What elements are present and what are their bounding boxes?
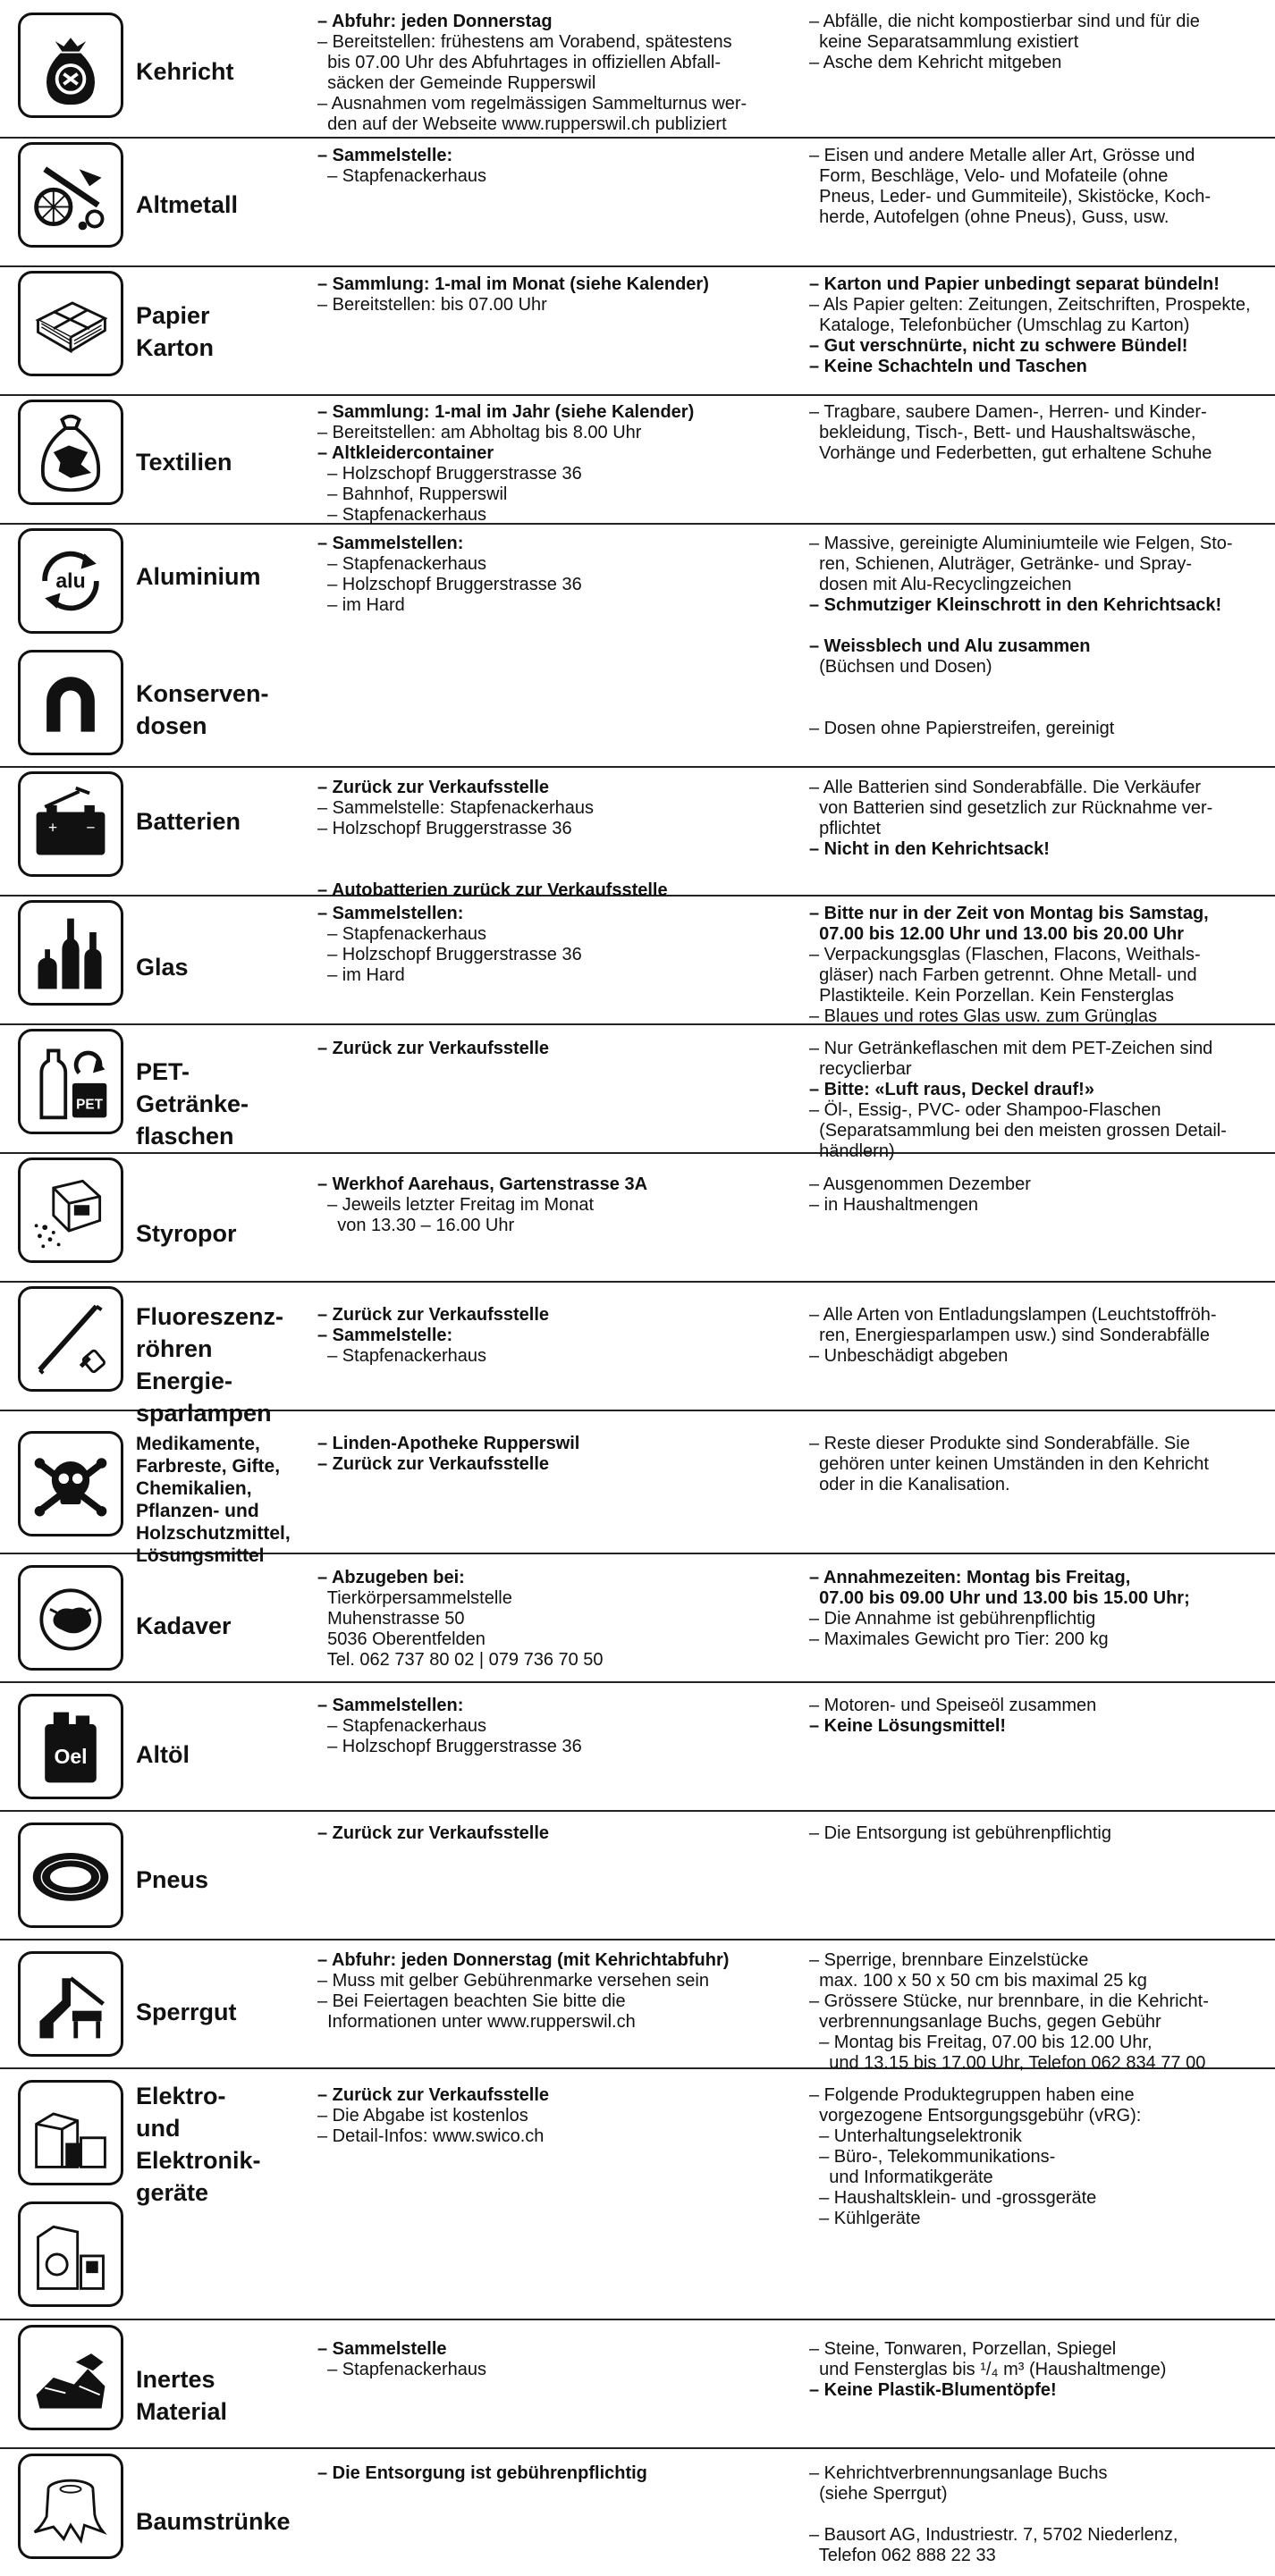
- text-line: – Bereitstellen: frühestens am Vorabend, spätestens: [317, 32, 732, 52]
- text-line: – Bitte: «Luft raus, Deckel drauf!»: [809, 1080, 1094, 1099]
- category-name-styropor: Styropor: [136, 1220, 237, 1247]
- text-line: – Dosen ohne Papierstreifen, gereinigt: [809, 719, 1115, 738]
- text-line: – Die Entsorgung ist gebührenpflichtig: [317, 2463, 647, 2483]
- text-line: (Büchsen und Dosen): [809, 657, 992, 677]
- category-name-elektro: Elektro- und Elektronik- geräte: [136, 2083, 261, 2206]
- text-line: 07.00 bis 09.00 Uhr und 13.00 bis 15.00 Uhr;: [809, 1588, 1190, 1608]
- text-line: Vorhänge und Federbetten, gut erhaltene Schuhe: [809, 443, 1212, 463]
- instructions-column: [317, 274, 782, 316]
- row-separator: [0, 1281, 1275, 1283]
- row-separator: [0, 265, 1275, 267]
- instructions-column: [317, 12, 782, 135]
- text-line: vorgezogene Entsorgungsgebühr (vRG):: [809, 2106, 1142, 2126]
- text-line: – Holzschopf Bruggerstrasse 36: [317, 819, 572, 838]
- category-name-glas: Glas: [136, 954, 189, 981]
- text-line: – Bereitstellen: bis 07.00 Uhr: [317, 295, 547, 315]
- text-line: – Stapfenackerhaus: [317, 1346, 487, 1366]
- garbage-bag-icon: [18, 13, 123, 118]
- text-line: [809, 2504, 1270, 2525]
- text-line: dosen mit Alu-Recyclingzeichen: [809, 575, 1072, 594]
- oil-can-icon: [18, 1694, 123, 1799]
- text-line: von Batterien sind gesetzlich zur Rücknahme ver-: [809, 798, 1213, 818]
- instructions-column: [317, 1696, 782, 1757]
- notes-column: [809, 904, 1270, 1027]
- text-line: – Zurück zur Verkaufsstelle: [317, 1823, 550, 1843]
- category-name-batterien: Batterien: [136, 808, 241, 835]
- text-line: Muhenstrasse 50: [317, 1609, 465, 1629]
- text-line: – Schmutziger Kleinschrott in den Kehrichtsack!: [809, 595, 1222, 615]
- notes-column: [809, 1568, 1270, 1650]
- text-line: und 13.15 bis 17.00 Uhr, Telefon 062 834 77 00: [809, 2053, 1206, 2073]
- text-line: [317, 860, 782, 880]
- text-line: – Massive, gereinigte Aluminiumteile wie Felgen, Sto-: [809, 534, 1233, 553]
- category-name-pneus: Pneus: [136, 1866, 209, 1893]
- skull-crossbones-icon: [18, 1431, 123, 1536]
- instructions-column: [317, 2085, 782, 2147]
- svg-text:+: +: [48, 818, 58, 837]
- text-line: – Sammlung: 1-mal im Jahr (siehe Kalender): [317, 402, 695, 422]
- scrap-metal-icon: [18, 142, 123, 248]
- text-line: – Sammelstellen:: [317, 534, 464, 553]
- text-line: gläser) nach Farben getrennt. Ohne Metall- und: [809, 965, 1197, 985]
- text-line: – Alle Arten von Entladungslampen (Leuchtstoffröh-: [809, 1305, 1217, 1325]
- text-line: – Holzschopf Bruggerstrasse 36: [317, 1737, 582, 1756]
- text-line: – Motoren- und Speiseöl zusammen: [809, 1696, 1097, 1715]
- text-line: – Sperrige, brennbare Einzelstücke: [809, 1950, 1089, 1970]
- text-line: – Altkleidercontainer: [317, 443, 494, 463]
- text-line: – Jeweils letzter Freitag im Monat: [317, 1195, 594, 1215]
- text-line: – Folgende Produktegruppen haben eine: [809, 2085, 1135, 2105]
- notes-column: [809, 2463, 1270, 2566]
- text-line: händlern): [809, 1141, 895, 1161]
- text-line: – Kühlgeräte: [809, 2209, 921, 2228]
- text-line: Form, Beschläge, Velo- und Mofateile (ohne: [809, 166, 1169, 186]
- text-line: – Sammlung: 1-mal im Monat (siehe Kalender): [317, 274, 709, 294]
- text-line: – Stapfenackerhaus: [317, 505, 487, 525]
- text-line: – Sammelstellen:: [317, 904, 464, 923]
- category-name-pet: PET- Getränke- flaschen: [136, 1058, 249, 1149]
- text-line: – Linden-Apotheke Rupperswil: [317, 1434, 580, 1453]
- text-line: – in Haushaltmengen: [809, 1195, 979, 1215]
- text-line: – Abfälle, die nicht kompostierbar sind und für die: [809, 12, 1200, 31]
- notes-column: [809, 1039, 1270, 1162]
- instructions-column: [317, 778, 782, 901]
- notes-column: [809, 2339, 1270, 2401]
- notes-column: [809, 1434, 1270, 1495]
- text-line: – Keine Schachteln und Taschen: [809, 357, 1087, 376]
- text-line: – Muss mit gelber Gebührenmarke versehen sein: [317, 1971, 709, 1991]
- text-line: recyclierbar: [809, 1059, 912, 1079]
- instructions-column: [317, 904, 782, 986]
- instructions-column: [317, 1823, 782, 1844]
- text-line: bekleidung, Tisch-, Bett- und Haushaltswäsche,: [809, 423, 1196, 442]
- text-line: – Stapfenackerhaus: [317, 1716, 487, 1736]
- tree-stump-icon: [18, 2454, 123, 2559]
- notes-column: [809, 1696, 1270, 1737]
- notes-column: [809, 402, 1270, 464]
- text-line: – Die Annahme ist gebührenpflichtig: [809, 1609, 1096, 1629]
- text-line: – Grössere Stücke, nur brennbare, in die Kehricht-: [809, 1991, 1209, 2011]
- rubble-icon: [18, 2325, 123, 2430]
- text-line: Informationen unter www.rupperswil.ch: [317, 2012, 636, 2032]
- text-line: – Weissblech und Alu zusammen: [809, 636, 1091, 656]
- text-line: – Eisen und andere Metalle aller Art, Grösse und: [809, 146, 1195, 165]
- text-line: Pneus, Leder- und Gummiteile), Skistöcke, Koch-: [809, 187, 1212, 206]
- text-line: Tierkörpersammelstelle: [317, 1588, 512, 1608]
- category-name-baumstruenke: Baumstrünke: [136, 2508, 291, 2535]
- row-separator: [0, 1810, 1275, 1812]
- animal-carcass-icon: [18, 1565, 123, 1671]
- row-separator: [0, 394, 1275, 396]
- text-line: – Werkhof Aarehaus, Gartenstrasse 3A: [317, 1174, 648, 1194]
- text-line: Kataloge, Telefonbücher (Umschlag zu Karton): [809, 316, 1190, 335]
- row-separator: [0, 766, 1275, 768]
- row-separator: [0, 1939, 1275, 1940]
- text-line: – Montag bis Freitag, 07.00 bis 12.00 Uhr,: [809, 2033, 1153, 2052]
- instructions-column: [317, 1568, 782, 1671]
- text-line: [809, 698, 1270, 719]
- text-line: – Ausgenommen Dezember: [809, 1174, 1031, 1194]
- instructions-column: [317, 146, 782, 187]
- category-name-altoel: Altöl: [136, 1741, 190, 1768]
- category-name-sperrgut: Sperrgut: [136, 1999, 237, 2025]
- category-name-kehricht: Kehricht: [136, 58, 234, 85]
- text-line: – Gut verschnürte, nicht zu schwere Bündel!: [809, 336, 1188, 356]
- text-line: – Holzschopf Bruggerstrasse 36: [317, 945, 582, 964]
- text-line: – Bitte nur in der Zeit von Montag bis Samstag,: [809, 904, 1209, 923]
- text-line: – Bei Feiertagen beachten Sie bitte die: [317, 1991, 626, 2011]
- text-line: (Separatsammlung bei den meisten grossen Detail-: [809, 1121, 1227, 1141]
- text-line: 07.00 bis 12.00 Uhr und 13.00 bis 20.00 Uhr: [809, 924, 1185, 944]
- category-name-konservendosen: Konserven- dosen: [136, 680, 269, 739]
- fluorescent-tube-icon: [18, 1286, 123, 1392]
- pet-icon-text: PET: [76, 1097, 104, 1113]
- text-line: – Abfuhr: jeden Donnerstag: [317, 12, 553, 31]
- notes-column: [809, 2085, 1270, 2229]
- text-line: – Öl-, Essig-, PVC- oder Shampoo-Flaschen: [809, 1100, 1161, 1120]
- text-line: – Stapfenackerhaus: [317, 2360, 487, 2379]
- text-line: – im Hard: [317, 965, 405, 985]
- text-line: – Verpackungsglas (Flaschen, Flacons, Weithals-: [809, 945, 1201, 964]
- text-line: von 13.30 – 16.00 Uhr: [317, 1216, 515, 1235]
- text-line: – Sammelstelle:: [317, 146, 453, 165]
- text-line: – Detail-Infos: www.swico.ch: [317, 2126, 545, 2146]
- text-line: pflichtet: [809, 819, 882, 838]
- instructions-column: [317, 534, 782, 616]
- glass-bottles-icon: [18, 900, 123, 1006]
- washing-machine-icon: [18, 2201, 123, 2307]
- notes-column: [809, 1823, 1270, 1844]
- category-name-kadaver: Kadaver: [136, 1612, 232, 1639]
- category-name-aluminium: Aluminium: [136, 563, 261, 590]
- row-separator: [0, 2319, 1275, 2320]
- text-line: [317, 839, 782, 860]
- text-line: – Holzschopf Bruggerstrasse 36: [317, 464, 582, 484]
- text-line: ren, Energiesparlampen usw.) sind Sonderabfälle: [809, 1326, 1211, 1345]
- row-separator: [0, 137, 1275, 139]
- text-line: – Die Abgabe ist kostenlos: [317, 2106, 528, 2126]
- text-line: – Tragbare, saubere Damen-, Herren- und Kinder-: [809, 402, 1207, 422]
- notes-column: [809, 534, 1270, 739]
- text-line: – Karton und Papier unbedingt separat bündeln!: [809, 274, 1220, 294]
- text-line: – Alle Batterien sind Sonderabfälle. Die Verkäufer: [809, 778, 1202, 797]
- appliances-icon: [18, 2080, 123, 2185]
- text-line: – im Hard: [317, 595, 405, 615]
- text-line: – Sammelstelle: Stapfenackerhaus: [317, 798, 595, 818]
- instructions-column: [317, 1950, 782, 2033]
- text-line: oder in die Kanalisation.: [809, 1475, 1010, 1494]
- notes-column: [809, 12, 1270, 73]
- notes-column: [809, 1950, 1270, 2074]
- text-line: – Maximales Gewicht pro Tier: 200 kg: [809, 1629, 1109, 1649]
- text-line: – Asche dem Kehricht mitgeben: [809, 53, 1062, 72]
- magnet-icon: [18, 650, 123, 755]
- text-line: (siehe Sperrgut): [809, 2484, 948, 2504]
- text-line: – Sammelstelle: [317, 2339, 447, 2359]
- text-line: ren, Schienen, Aluträger, Getränke- und Spray-: [809, 554, 1193, 574]
- text-line: – Unterhaltungselektronik: [809, 2126, 1022, 2146]
- text-line: – Büro-, Telekommunikations-: [809, 2147, 1056, 2167]
- category-name-sonderabfall: Medikamente, Farbreste, Gifte, Chemikalien, Pflanzen- und Holzschutzmittel, Lösungsmittel: [136, 1434, 291, 1566]
- instructions-column: [317, 1174, 782, 1236]
- text-line: und Informatikgeräte: [809, 2168, 993, 2187]
- text-line: – Stapfenackerhaus: [317, 166, 487, 186]
- text-line: herde, Autofelgen (ohne Pneus), Guss, usw.: [809, 207, 1169, 227]
- instructions-column: [317, 402, 782, 526]
- oel-icon-text: Oel: [54, 1745, 88, 1769]
- row-separator: [0, 1681, 1275, 1683]
- instructions-column: [317, 2339, 782, 2380]
- notes-column: [809, 1305, 1270, 1367]
- text-line: – Holzschopf Bruggerstrasse 36: [317, 575, 582, 594]
- tire-icon: [18, 1823, 123, 1928]
- category-name-altmetall: Altmetall: [136, 191, 239, 218]
- notes-column: [809, 274, 1270, 377]
- text-line: – Keine Lösungsmittel!: [809, 1716, 1007, 1736]
- text-line: – Unbeschädigt abgeben: [809, 1346, 1009, 1366]
- row-separator: [0, 2447, 1275, 2449]
- bulky-waste-icon: [18, 1951, 123, 2057]
- instructions-column: [317, 2463, 782, 2484]
- text-line: – Annahmezeiten: Montag bis Freitag,: [809, 1568, 1131, 1587]
- text-line: 5036 Oberentfelden: [317, 1629, 486, 1649]
- category-name-papier-karton: Papier Karton: [136, 302, 214, 361]
- notes-column: [809, 1174, 1270, 1216]
- text-line: verbrennungsanlage Buchs, gegen Gebühr: [809, 2012, 1161, 2032]
- text-line: – Ausnahmen vom regelmässigen Sammelturnus wer-: [317, 94, 747, 114]
- text-line: – Bausort AG, Industriestr. 7, 5702 Niederlenz,: [809, 2525, 1178, 2545]
- text-line: säcken der Gemeinde Rupperswil: [317, 73, 596, 93]
- text-line: keine Separatsammlung existiert: [809, 32, 1079, 52]
- svg-text:−: −: [86, 818, 96, 837]
- text-line: – Nicht in den Kehrichtsack!: [809, 839, 1050, 859]
- paper-bundle-icon: [18, 271, 123, 376]
- text-line: – Nur Getränkeflaschen mit dem PET-Zeichen sind: [809, 1039, 1213, 1058]
- notes-column: [809, 146, 1270, 228]
- pet-bottle-icon: [18, 1029, 123, 1134]
- battery-icon: [18, 771, 123, 877]
- text-line: max. 100 x 50 x 50 cm bis maximal 25 kg: [809, 1971, 1147, 1991]
- text-line: – Bereitstellen: am Abholtag bis 8.00 Uhr: [317, 423, 642, 442]
- text-line: Telefon 062 888 22 33: [809, 2546, 996, 2565]
- text-line: – Kehrichtverbrennungsanlage Buchs: [809, 2463, 1108, 2483]
- text-line: – Zurück zur Verkaufsstelle: [317, 2085, 550, 2105]
- text-line: – Autobatterien zurück zur Verkaufsstelle: [317, 880, 668, 900]
- text-line: Tel. 062 737 80 02 | 079 736 70 50: [317, 1650, 604, 1670]
- instructions-column: [317, 1434, 782, 1475]
- text-line: – Abzugeben bei:: [317, 1568, 465, 1587]
- text-line: – Reste dieser Produkte sind Sonderabfälle. Sie: [809, 1434, 1190, 1453]
- instructions-column: [317, 1305, 782, 1367]
- text-line: – Zurück zur Verkaufsstelle: [317, 1305, 550, 1325]
- text-line: – Stapfenackerhaus: [317, 924, 487, 944]
- text-line: – Als Papier gelten: Zeitungen, Zeitschriften, Prospekte,: [809, 295, 1251, 315]
- text-line: – Stapfenackerhaus: [317, 554, 487, 574]
- text-line: – Zurück zur Verkaufsstelle: [317, 1454, 550, 1474]
- text-line: [809, 678, 1270, 698]
- text-line: – Keine Plastik-Blumentöpfe!: [809, 2380, 1057, 2400]
- aluminium-recycle-icon: [18, 528, 123, 634]
- instructions-column: [317, 1039, 782, 1059]
- text-line: – Zurück zur Verkaufsstelle: [317, 778, 550, 797]
- text-line: den auf der Webseite www.rupperswil.ch publiziert: [317, 114, 727, 134]
- text-line: – Abfuhr: jeden Donnerstag (mit Kehrichtabfuhr): [317, 1950, 730, 1970]
- textile-bag-icon: [18, 400, 123, 505]
- notes-column: [809, 778, 1270, 860]
- text-line: – Zurück zur Verkaufsstelle: [317, 1039, 550, 1058]
- text-line: – Haushaltsklein- und -grossgeräte: [809, 2188, 1097, 2208]
- text-line: bis 07.00 Uhr des Abfuhrtages in offiziellen Abfall-: [317, 53, 722, 72]
- category-name-inertes-material: Inertes Material: [136, 2366, 228, 2425]
- text-line: – Sammelstellen:: [317, 1696, 464, 1715]
- category-name-fluoreszenz: Fluoreszenz- röhren Energie- sparlampen: [136, 1303, 284, 1427]
- alu-icon-text: alu: [55, 568, 86, 593]
- text-line: – Bahnhof, Rupperswil: [317, 484, 508, 504]
- text-line: Plastikteile. Kein Porzellan. Kein Fensterglas: [809, 986, 1174, 1006]
- styrofoam-icon: [18, 1158, 123, 1263]
- text-line: [809, 616, 1270, 636]
- text-line: – Die Entsorgung ist gebührenpflichtig: [809, 1823, 1111, 1843]
- text-line: gehören unter keinen Umständen in den Kehricht: [809, 1454, 1209, 1474]
- text-line: – Sammelstelle:: [317, 1326, 453, 1345]
- text-line: – Steine, Tonwaren, Porzellan, Spiegel: [809, 2339, 1117, 2359]
- category-name-textilien: Textilien: [136, 449, 232, 476]
- text-line: – Blaues und rotes Glas usw. zum Grünglas: [809, 1006, 1158, 1026]
- text-line: und Fensterglas bis ¹/₄ m³ (Haushaltmenge): [809, 2360, 1167, 2379]
